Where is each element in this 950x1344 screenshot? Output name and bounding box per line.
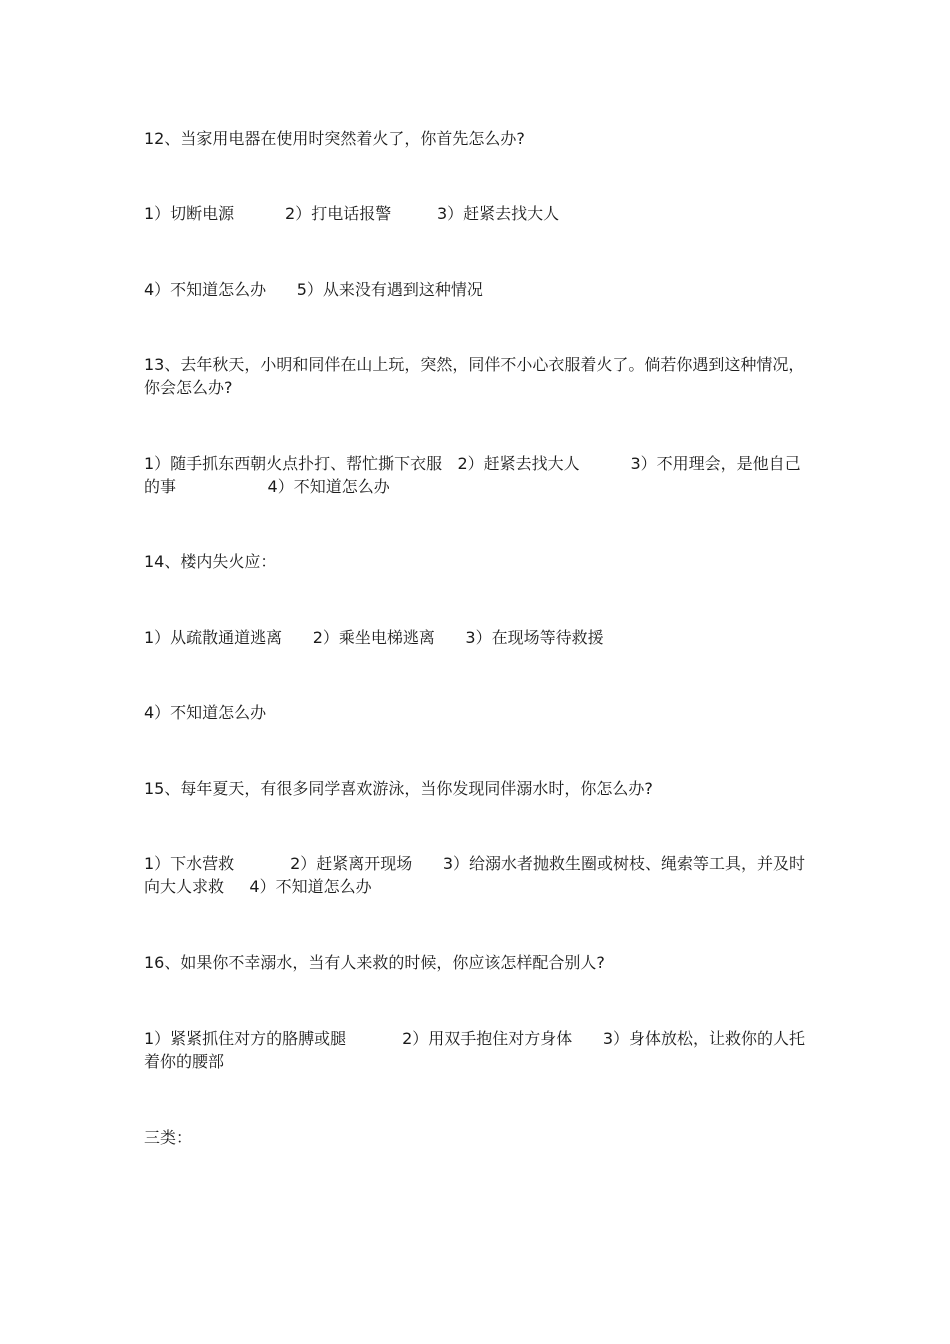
question-12-options-1: 1）切断电源 2）打电话报警 3）赶紧去找大人 bbox=[144, 204, 560, 223]
question-15-options: 1）下水营救 2）赶紧离开现场 3）给溺水者抛救生圈或树枝、绳索等工具，并及时向大人求救 4）不知道怎么办 bbox=[144, 854, 806, 896]
section-label: 三类： bbox=[144, 1128, 193, 1147]
question-16: 16、如果你不幸溺水，当有人来救的时候，你应该怎样配合别人? bbox=[144, 953, 605, 972]
question-12: 12、当家用电器在使用时突然着火了，你首先怎么办? bbox=[144, 129, 525, 148]
question-13-options: 1）随手抓东西朝火点扑打、帮忙撕下衣服 2）赶紧去找大人 3）不用理会，是他自己的事 4）不知道怎么办 bbox=[144, 454, 801, 496]
question-15: 15、每年夏天，有很多同学喜欢游泳，当你发现同伴溺水时，你怎么办? bbox=[144, 779, 653, 798]
question-14: 14、楼内失火应： bbox=[144, 552, 277, 571]
question-12-options-2: 4）不知道怎么办 5）从来没有遇到这种情况 bbox=[144, 280, 483, 299]
question-14-options-1: 1）从疏散通道逃离 2）乘坐电梯逃离 3）在现场等待救援 bbox=[144, 628, 604, 647]
question-14-options-2: 4）不知道怎么办 bbox=[144, 703, 267, 722]
question-13: 13、去年秋天，小明和同伴在山上玩，突然，同伴不小心衣服着火了。倘若你遇到这种情况，你会怎么办? bbox=[144, 355, 805, 397]
question-16-options: 1）紧紧抓住对方的胳膊或腿 2）用双手抱住对方身体 3）身体放松，让救你的人托着你的腰部 bbox=[144, 1029, 806, 1071]
